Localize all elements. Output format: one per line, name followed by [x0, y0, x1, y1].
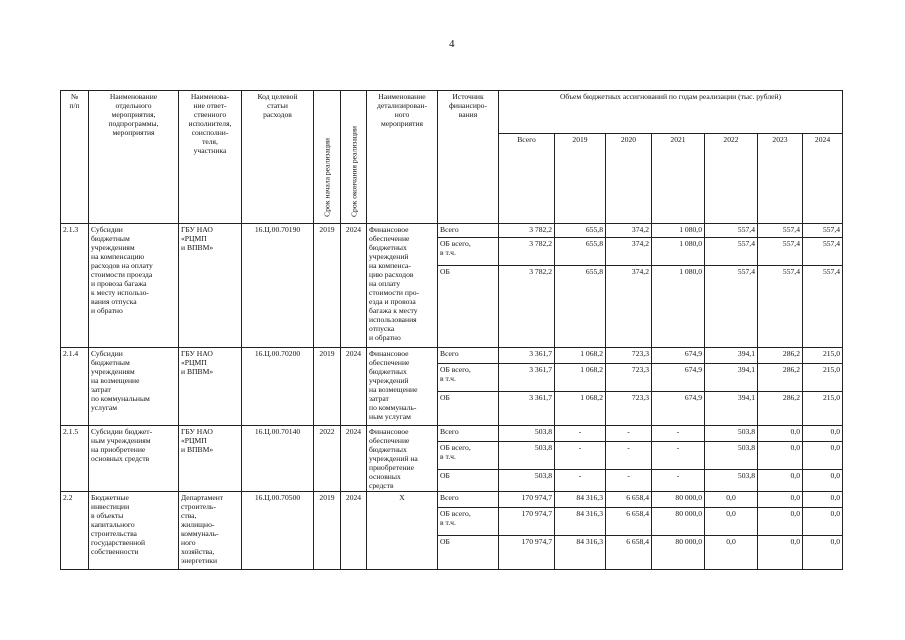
value-cell: 0,0 — [803, 442, 843, 470]
value-cell: 3 782,2 — [499, 224, 555, 238]
row-end: 2024 — [341, 224, 367, 348]
value-cell: 503,8 — [499, 470, 555, 492]
row-name: Бюджетные инвестиции в объекты капитального строительства государственной собственности — [89, 492, 179, 570]
table-row — [61, 348, 843, 364]
row-num: 2.1.4 — [61, 348, 89, 426]
source-label: ОБ — [438, 536, 499, 570]
value-cell: 674,9 — [652, 392, 705, 426]
value-cell: 80 000,0 — [652, 492, 705, 508]
value-cell: 557,4 — [758, 224, 803, 238]
value-cell: 503,8 — [705, 442, 758, 470]
value-cell: 80 000,0 — [652, 536, 705, 570]
value-cell: 6 658,4 — [606, 508, 652, 536]
value-cell: 286,2 — [758, 348, 803, 364]
value-cell: 374,2 — [606, 238, 652, 266]
value-cell: 0,0 — [758, 470, 803, 492]
col-header-source: Источник финансиро- вания — [438, 91, 499, 224]
col-header-start: Срок начала реализации — [314, 91, 341, 224]
value-cell: 80 000,0 — [652, 508, 705, 536]
value-cell: 3 361,7 — [499, 392, 555, 426]
row-end: 2024 — [341, 426, 367, 492]
value-cell: 1 080,0 — [652, 266, 705, 348]
value-cell: 84 316,3 — [555, 492, 606, 508]
row-detail: Финансовое обеспечение бюджетных учреждений на возмещение затрат по коммуналь- ным услугам — [367, 348, 438, 426]
value-cell: - — [555, 442, 606, 470]
value-cell: 0,0 — [803, 508, 843, 536]
value-cell: 655,8 — [555, 266, 606, 348]
source-label: Всего — [438, 492, 499, 508]
value-cell: 557,4 — [758, 266, 803, 348]
col-header-num: № п/п — [61, 91, 89, 224]
value-cell: 286,2 — [758, 364, 803, 392]
value-cell: 6 658,4 — [606, 536, 652, 570]
value-cell: 394,1 — [705, 348, 758, 364]
value-cell: 215,0 — [803, 348, 843, 364]
value-cell: 557,4 — [705, 266, 758, 348]
value-cell: 723,3 — [606, 364, 652, 392]
row-name: Субсидии бюджет- ным учреждениям на приобретение основных средств — [89, 426, 179, 492]
value-cell: 84 316,3 — [555, 536, 606, 570]
row-start: 2022 — [314, 426, 341, 492]
value-cell: 503,8 — [499, 442, 555, 470]
col-header-end: Срок окончания реализации — [341, 91, 367, 224]
row-start: 2019 — [314, 492, 341, 570]
col-header-volume: Объем бюджетных ассигнований по годам реализации (тыс. рублей) — [499, 91, 843, 134]
value-cell: 655,8 — [555, 224, 606, 238]
row-name: Субсидии бюджетным учреждениям на компенсацию расходов на оплату стоимости проезда и провоза багажа к месту использо- вания отпуска и обратно — [89, 224, 179, 348]
value-cell: 84 316,3 — [555, 508, 606, 536]
col-header-detail: Наименование детализирован- ного мероприятия — [367, 91, 438, 224]
budget-table — [60, 90, 843, 570]
row-end: 2024 — [341, 348, 367, 426]
value-cell: 215,0 — [803, 364, 843, 392]
source-label: Всего — [438, 348, 499, 364]
row-code: 16.Ц.00.70200 — [242, 348, 314, 426]
value-cell: 0,0 — [758, 536, 803, 570]
value-cell: 1 068,2 — [555, 364, 606, 392]
table-row — [61, 426, 843, 442]
value-cell: - — [555, 426, 606, 442]
value-cell: 1 080,0 — [652, 224, 705, 238]
value-cell: 674,9 — [652, 348, 705, 364]
value-cell: 3 782,2 — [499, 266, 555, 348]
col-header-code: Код целевой статьи расходов — [242, 91, 314, 224]
year-header: 2024 — [803, 134, 843, 224]
value-cell: 286,2 — [758, 392, 803, 426]
value-cell: 374,2 — [606, 224, 652, 238]
col-header-executor: Наименова- ние ответ- ственного исполнителя, соисполни- теля, участника — [179, 91, 242, 224]
value-cell: 0,0 — [758, 492, 803, 508]
source-label: ОБ — [438, 266, 499, 348]
row-name: Субсидии бюджетным учреждениям на возмещение затрат по коммунальным услугам — [89, 348, 179, 426]
year-header: 2019 — [555, 134, 606, 224]
value-cell: 557,4 — [705, 224, 758, 238]
value-cell: 557,4 — [803, 266, 843, 348]
value-cell: 674,9 — [652, 364, 705, 392]
value-cell: 170 974,7 — [499, 492, 555, 508]
value-cell: 0,0 — [803, 426, 843, 442]
row-start: 2019 — [314, 348, 341, 426]
source-label: Всего — [438, 224, 499, 238]
value-cell: 170 974,7 — [499, 508, 555, 536]
year-header: 2022 — [705, 134, 758, 224]
row-num: 2.1.3 — [61, 224, 89, 348]
source-label: ОБ — [438, 392, 499, 426]
row-end: 2024 — [341, 492, 367, 570]
value-cell: 723,3 — [606, 348, 652, 364]
source-label: ОБ всего, в т.ч. — [438, 238, 499, 266]
value-cell: 170 974,7 — [499, 536, 555, 570]
value-cell: 0,0 — [705, 492, 758, 508]
year-header: 2020 — [606, 134, 652, 224]
row-code: 16.Ц.00.70190 — [242, 224, 314, 348]
col-header-name: Наименование отдельного мероприятия, подпрограммы, мероприятия — [89, 91, 179, 224]
row-detail: Финансовое обеспечение бюджетных учреждений на компенса- цию расходов на оплату стоимости про- езда и провоза багажа к месту использования отпуска и обратно — [367, 224, 438, 348]
page-number: 4 — [449, 38, 455, 50]
value-cell: - — [606, 442, 652, 470]
source-label: ОБ — [438, 470, 499, 492]
source-label: ОБ всего, в т.ч. — [438, 364, 499, 392]
row-executor: ГБУ НАО «РЦМП и ВПВМ» — [179, 426, 242, 492]
table-row — [61, 492, 843, 508]
value-cell: 394,1 — [705, 364, 758, 392]
row-executor: ГБУ НАО «РЦМП и ВПВМ» — [179, 348, 242, 426]
value-cell: 557,4 — [803, 224, 843, 238]
value-cell: 0,0 — [758, 426, 803, 442]
row-detail: Финансовое обеспечение бюджетных учреждений на приобретение основных средств — [367, 426, 438, 492]
row-executor: ГБУ НАО «РЦМП и ВПВМ» — [179, 224, 242, 348]
row-detail: Х — [367, 492, 438, 570]
value-cell: - — [652, 442, 705, 470]
value-cell: 6 658,4 — [606, 492, 652, 508]
value-cell: 503,8 — [499, 426, 555, 442]
value-cell: 655,8 — [555, 238, 606, 266]
row-start: 2019 — [314, 224, 341, 348]
value-cell: 0,0 — [758, 442, 803, 470]
value-cell: 723,3 — [606, 392, 652, 426]
value-cell: - — [606, 470, 652, 492]
value-cell: 503,8 — [705, 426, 758, 442]
value-cell: 1 068,2 — [555, 348, 606, 364]
year-header: Всего — [499, 134, 555, 224]
value-cell: - — [606, 426, 652, 442]
row-num: 2.2 — [61, 492, 89, 570]
value-cell: 394,1 — [705, 392, 758, 426]
value-cell: 503,8 — [705, 470, 758, 492]
value-cell: 0,0 — [803, 536, 843, 570]
header-row-top — [61, 91, 843, 134]
value-cell: - — [652, 470, 705, 492]
year-header: 2023 — [758, 134, 803, 224]
value-cell: 557,4 — [758, 238, 803, 266]
value-cell: 557,4 — [803, 238, 843, 266]
row-code: 16.Ц.00.70140 — [242, 426, 314, 492]
value-cell: - — [555, 470, 606, 492]
source-label: Всего — [438, 426, 499, 442]
value-cell: 215,0 — [803, 392, 843, 426]
value-cell: 0,0 — [803, 492, 843, 508]
value-cell: 3 782,2 — [499, 238, 555, 266]
source-label: ОБ всего, в т.ч. — [438, 442, 499, 470]
value-cell: 3 361,7 — [499, 364, 555, 392]
row-num: 2.1.5 — [61, 426, 89, 492]
value-cell: 0,0 — [705, 536, 758, 570]
value-cell: 0,0 — [803, 470, 843, 492]
row-code: 16.Ц.00.70500 — [242, 492, 314, 570]
year-header: 2021 — [652, 134, 705, 224]
value-cell: 3 361,7 — [499, 348, 555, 364]
value-cell: 1 068,2 — [555, 392, 606, 426]
source-label: ОБ всего, в т.ч. — [438, 508, 499, 536]
value-cell: 0,0 — [758, 508, 803, 536]
value-cell: 1 080,0 — [652, 238, 705, 266]
value-cell: - — [652, 426, 705, 442]
value-cell: 374,2 — [606, 266, 652, 348]
value-cell: 0,0 — [705, 508, 758, 536]
value-cell: 557,4 — [705, 238, 758, 266]
row-executor: Департамент строитель- ства, жилищно- коммуналь- ного хозяйства, энергетики — [179, 492, 242, 570]
table-row — [61, 224, 843, 238]
